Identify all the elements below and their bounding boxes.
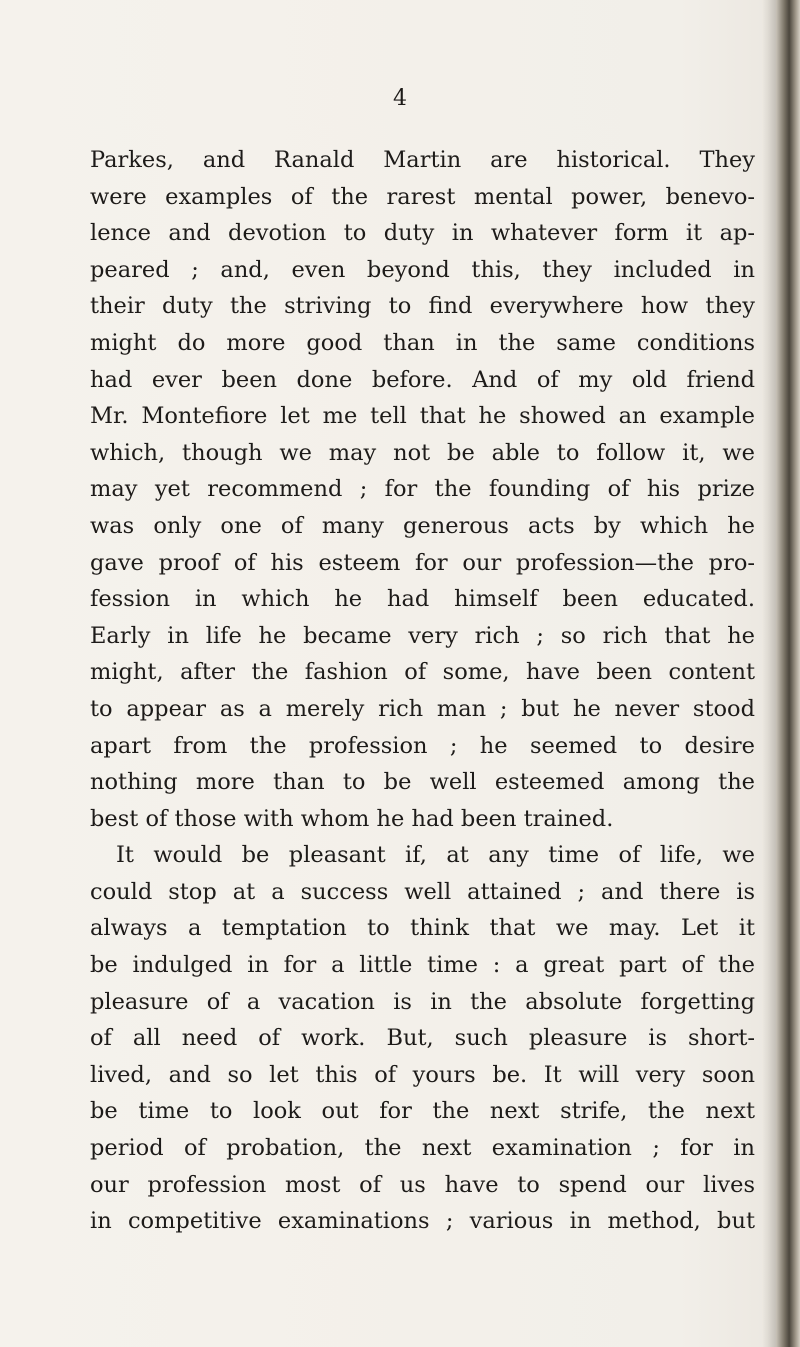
text-line: Mr. Montefiore let me tell that he showed an example [90, 403, 755, 430]
text-line: may yet recommend ; for the founding of his prize [90, 476, 755, 503]
page-number: 4 [393, 86, 407, 111]
text-line: be indulged in for a little time : a great part of the [90, 952, 755, 979]
body-text [90, 142, 755, 1240]
text-line: to appear as a merely rich man ; but he never stood [90, 695, 755, 722]
page-gutter-shadow [762, 0, 776, 1347]
text-line: could stop at a success well attained ; and there is [90, 878, 755, 905]
book-spine-edge [776, 0, 800, 1347]
text-line: fession in which he had himself been educated. [90, 586, 755, 613]
text-line: apart from the profession ; he seemed to desire [90, 732, 755, 759]
text-line: lived, and so let this of yours be. It will very soon [90, 1061, 755, 1088]
text-line: was only one of many generous acts by which he [90, 512, 755, 539]
text-line: in competitive examinations ; various in method, but [90, 1208, 755, 1235]
text-line: Parkes, and Ranald Martin are historical. They [90, 147, 755, 173]
text-line: Early in life he became very rich ; so rich that he [90, 622, 755, 649]
text-line: might do more good than in the same conditions [90, 329, 755, 356]
text-line: were examples of the rarest mental power, benevo- [90, 183, 755, 210]
text-line: pleasure of a vacation is in the absolute forgetting [90, 988, 755, 1015]
text-line: peared ; and, even beyond this, they included in [90, 256, 755, 283]
text-line: always a temptation to think that we may. Let it [90, 915, 755, 942]
text-line: of all need of work. But, such pleasure is short- [90, 1025, 755, 1052]
text-line: period of probation, the next examination ; for in [90, 1135, 755, 1162]
text-line: lence and devotion to duty in whatever form it ap- [90, 220, 755, 247]
text-line: had ever been done before. And of my old friend [90, 366, 755, 393]
text-line: their duty the striving to find everywhere how they [90, 293, 755, 320]
text-line: gave proof of his esteem for our profession—the pro- [90, 549, 755, 576]
text-line: our profession most of us have to spend our lives [90, 1171, 755, 1198]
text-line: be time to look out for the next strife, the next [90, 1098, 755, 1125]
text-line: best of those with whom he had been trained. [90, 805, 614, 832]
text-line: which, though we may not be able to follow it, we [90, 439, 755, 466]
text-line: nothing more than to be well esteemed among the [90, 769, 755, 796]
text-line: might, after the fashion of some, have been content [90, 659, 755, 686]
text-line: It would be pleasant if, at any time of life, we [116, 842, 755, 869]
